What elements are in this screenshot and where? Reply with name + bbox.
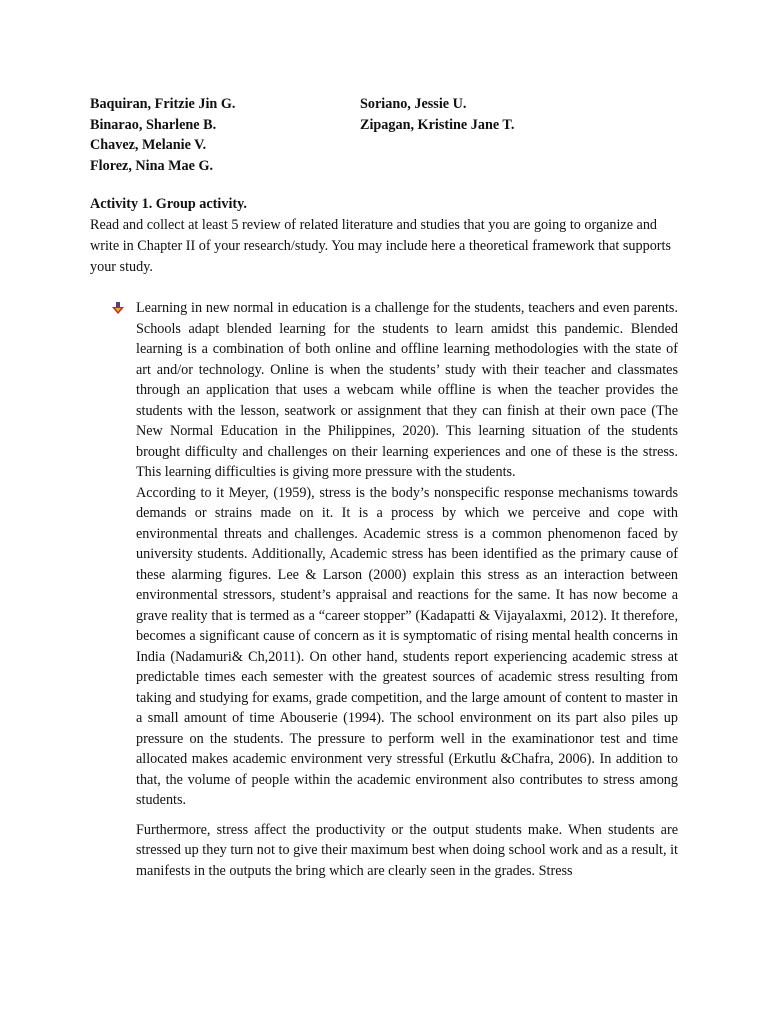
member-name: Chavez, Melanie V. xyxy=(90,137,207,153)
member-name: Florez, Nina Mae G. xyxy=(90,157,214,174)
members-right-column xyxy=(360,94,660,135)
activity-title: Activity 1. Group activity. xyxy=(90,196,247,212)
member-name: Binarao, Sharlene B. xyxy=(90,116,217,133)
activity-section xyxy=(90,194,680,277)
member-name: Baquiran, Fritzie Jin G. xyxy=(90,96,236,112)
paragraph-gap xyxy=(136,811,678,820)
paragraph-productivity: Furthermore, stress affect the productivity or the output students make. When students are stressed up they turn not to give their maximum best when doing school work and as a result, it manifests in the outputs the bring which are clearly seen in the grades. Stress xyxy=(136,821,678,879)
paragraph-academic-stress: According to it Meyer, (1959), stress is the body’s nonspecific response mechanisms towards demands or strains made on it. It is a process by which we perceive and cope with environmental threats and challenges. Academic stress is a common phenomenon faced by university students. Additionally, Academic stress has been identified as the primary cause of these alarming figures. Lee & Larson (2000) explain this stress as an interaction between environmental stressors, student’s appraisal and reactions for the same. It has now become a grave reality that is termed as a “career stopper” (Kadapatti & Vijayalaxmi, 2012). It therefore, becomes a significant cause of concern as it is symptomatic of rising mental health concerns in India (Nadamuri& Ch,2011). On other hand, students report experiencing academic stress at predictable times each semester with the greatest sources of academic stress resulting from taking and studying for exams, grade competition, and the large amount of content to master in a small amount of time Abouserie (1994). The school environment on its part also piles up pressure on the students. The pressure to perform well in the examinationor test and time allocated makes academic environment very stressful (Erkutlu &Chafra, 2006). In addition to that, the volume of people within the academic environment also contributes to stress among students. xyxy=(136,484,678,808)
member-name: Soriano, Jessie U. xyxy=(360,96,467,112)
literature-review-body xyxy=(136,298,678,881)
activity-instructions: Read and collect at least 5 review of related literature and studies that you are going to organize and write in Chapter II of your research/study. You may include here a theoretical framework that supports your study. xyxy=(90,217,671,275)
arrow-bullet-icon xyxy=(112,302,124,314)
members-left-column xyxy=(90,94,360,176)
member-name: Zipagan, Kristine Jane T. xyxy=(360,116,515,133)
paragraph-new-normal: Learning in new normal in education is a challenge for the students, teachers and even parents. Schools adapt blended learning for the students to learn amidst this pandemic. Blended learning is a combination of both online and offline learning methodologies with the state of art and/or technology. Online is when the students’ study with their teacher and classmates through an application that uses a webcam while offline is when the teacher provides the students with the lesson, seatwork or assignment that they can finish at their own pace (The New Normal Education in the Philippines, 2020). This learning situation of the students brought difficulty and challenges on their learning experiences and one of these is the stress. This learning difficulties is giving more pressure with the students. xyxy=(136,300,678,480)
